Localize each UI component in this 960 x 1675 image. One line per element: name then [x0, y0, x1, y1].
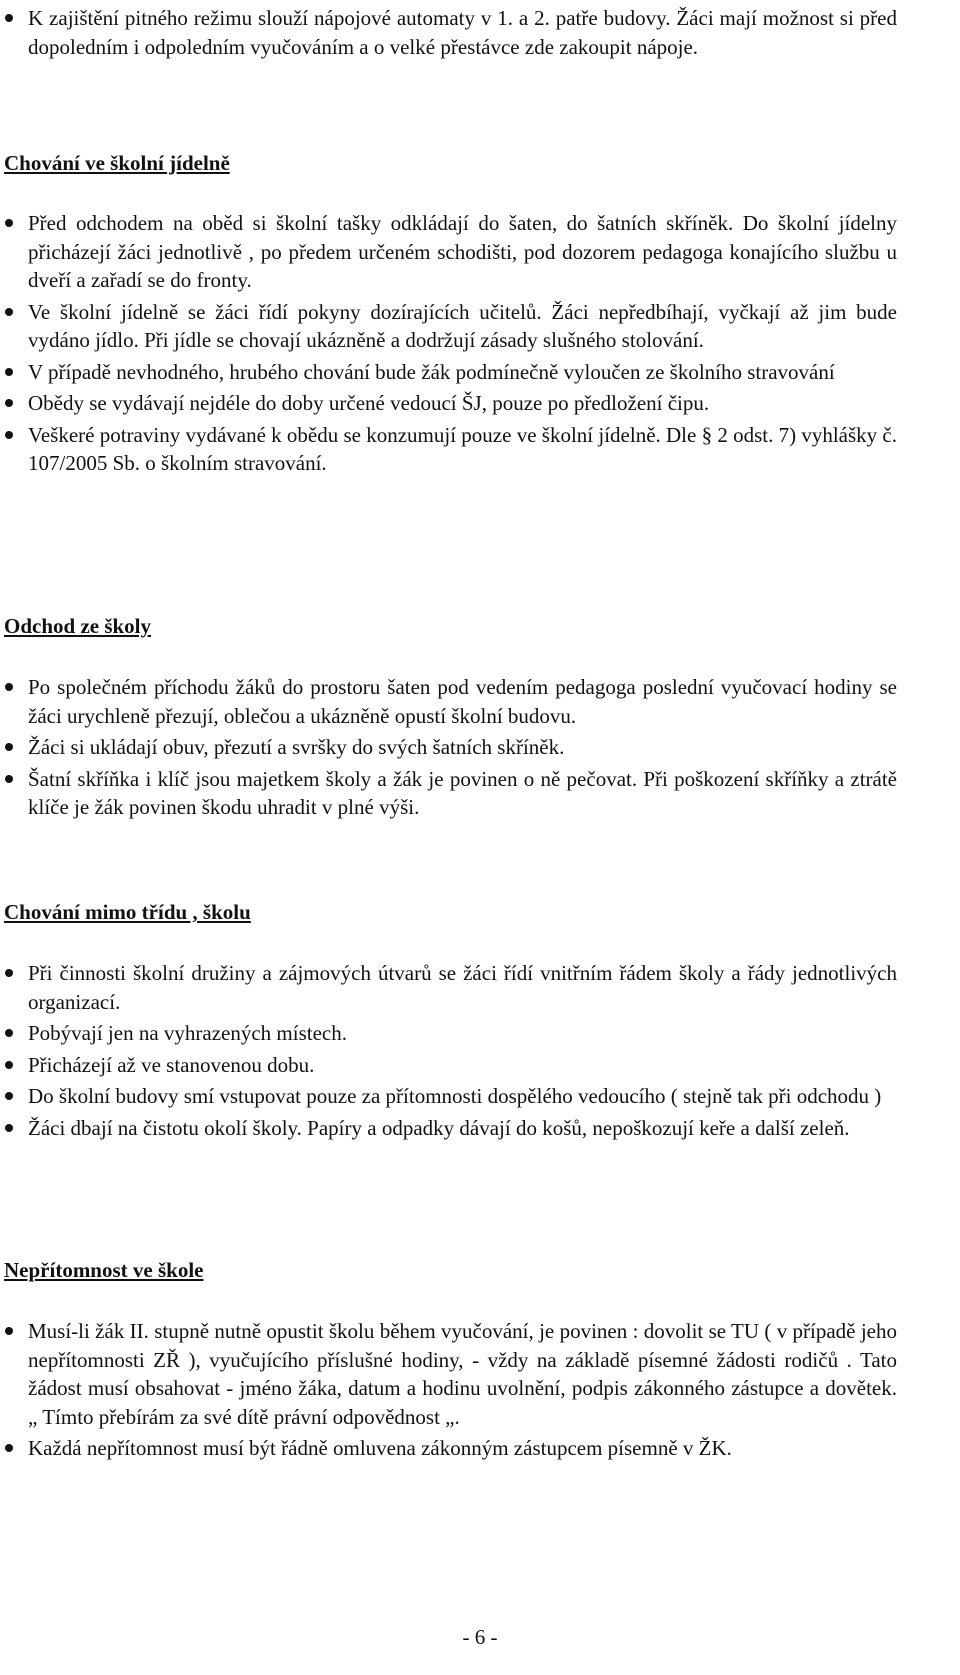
list-item-text: Každá nepřítomnost musí být řádně omluvena zákonným zástupcem písemně v ŽK.: [28, 1436, 732, 1460]
bullet-icon: [5, 1092, 13, 1100]
section-heading-outside: Chování mimo třídu , školu: [4, 900, 251, 924]
list-item-text: Žáci si ukládají obuv, přezutí a svršky do svých šatních skříněk.: [28, 735, 565, 759]
list-item: [0, 1317, 897, 1431]
bullet-icon: [5, 431, 13, 439]
list-item-text: Do školní budovy smí vstupovat pouze za přítomnosti dospělého vedoucího ( stejně tak při odchodu ): [28, 1084, 882, 1108]
list-item-text: Obědy se vydávají nejdéle do doby určené vedoucí ŠJ, pouze po předložení čipu.: [28, 391, 710, 415]
list-item-text: Před odchodem na oběd si školní tašky odkládají do šaten, do šatních skříněk. Do školní jídelny přicházejí žáci jednotlivě , po předem určeném schodišti, pod dozorem pedagoga konajícího službu u dveří a zařadí se do fronty.: [28, 211, 897, 292]
list-item-text: Při činnosti školní družiny a zájmových útvarů se žáci řídí vnitřním řádem školy a řády jednotlivých organizací.: [28, 961, 897, 1014]
list-item-text: Přicházejí až ve stanovenou dobu.: [28, 1052, 315, 1077]
list-item: [0, 1082, 897, 1111]
list-item-text: Ve školní jídelně se žáci řídí pokyny dozírajících učitelů. Žáci nepředbíhají, vyčkají až jim bude vydáno jídlo. Při jídle se chovají ukázněně a dodržují zásady slušného stolování.: [28, 299, 897, 352]
list-item-text: V případě nevhodného, hrubého chování bude žák podmínečně vyloučen ze školního stravování: [28, 359, 835, 384]
leaving-list: [0, 673, 960, 825]
bullet-icon: [5, 219, 13, 227]
list-item: [0, 4, 897, 61]
bullet-icon: [5, 1327, 13, 1335]
absence-list: [0, 1317, 960, 1466]
dining-list: [0, 209, 960, 481]
list-item: [0, 1051, 897, 1080]
section-heading-absence: Nepřítomnost ve škole: [4, 1258, 204, 1282]
list-item: [0, 765, 897, 822]
bullet-icon: [5, 1029, 13, 1037]
bullet-icon: [5, 308, 13, 316]
list-item: [0, 1434, 897, 1463]
intro-list: [0, 4, 960, 64]
bullet-icon: [5, 1444, 13, 1452]
section-heading-leaving: Odchod ze školy: [4, 614, 152, 638]
bullet-icon: [5, 683, 13, 691]
bullet-icon: [5, 399, 13, 407]
bullet-icon: [5, 743, 13, 751]
page-number: - 6 -: [462, 1625, 498, 1649]
list-item-text: Žáci dbají na čistotu okolí školy. Papíry a odpadky dávají do košů, nepoškozují keře a další zeleň.: [28, 1115, 850, 1140]
list-item-text: Šatní skříňka i klíč jsou majetkem školy a žák je povinen o ně pečovat. Při poškození skříňky a ztrátě klíče je žák povinen škodu uhradit v plné výši.: [28, 766, 897, 819]
bullet-icon: [5, 969, 13, 977]
list-item: [0, 673, 897, 730]
bullet-icon: [5, 1061, 13, 1069]
list-item: [0, 421, 897, 478]
bullet-icon: [5, 775, 13, 783]
list-item: [0, 733, 897, 762]
list-item-text: Po společném příchodu žáků do prostoru šaten pod vedením pedagoga poslední vyučovací hodiny se žáci urychleně přezují, oblečou a ukázněně opustí školní budovu.: [28, 675, 897, 728]
list-item: [0, 389, 897, 418]
section-heading-dining: Chování ve školní jídelně: [4, 151, 230, 175]
bullet-icon: [5, 1124, 13, 1132]
bullet-icon: [5, 14, 13, 22]
outside-list: [0, 959, 960, 1145]
list-item: [0, 959, 897, 1016]
list-item: [0, 209, 897, 295]
bullet-icon: [5, 368, 13, 376]
list-item: [0, 1019, 897, 1048]
list-item-text: Veškeré potraviny vydávané k obědu se konzumují pouze ve školní jídelně. Dle § 2 odst. 7) vyhlášky č. 107/2005 Sb. o školním stravování.: [28, 422, 897, 475]
list-item: [0, 358, 897, 387]
list-item-text: K zajištění pitného režimu slouží nápojové automaty v 1. a 2. patře budovy. Žáci mají možnost si před dopoledním i odpoledním vyučováním a o velké přestávce zde zakoupit nápoje.: [28, 6, 897, 59]
list-item: [0, 1114, 897, 1143]
list-item-text: Musí-li žák II. stupně nutně opustit školu během vyučování, je povinen : dovolit se TU ( v případě jeho nepřítomnosti ZŘ ), vyučujícího příslušné hodiny, - vždy na základě písemné žádosti rodičů . Tato žádost musí obsahovat - jméno žáka, datum a hodinu uvolnění, podpis zákonného zástupce a dovětek. „ Tímto přebírám za své dítě právní odpovědnost „.: [28, 1319, 897, 1429]
list-item: [0, 298, 897, 355]
list-item-text: Pobývají jen na vyhrazených místech.: [28, 1021, 347, 1045]
